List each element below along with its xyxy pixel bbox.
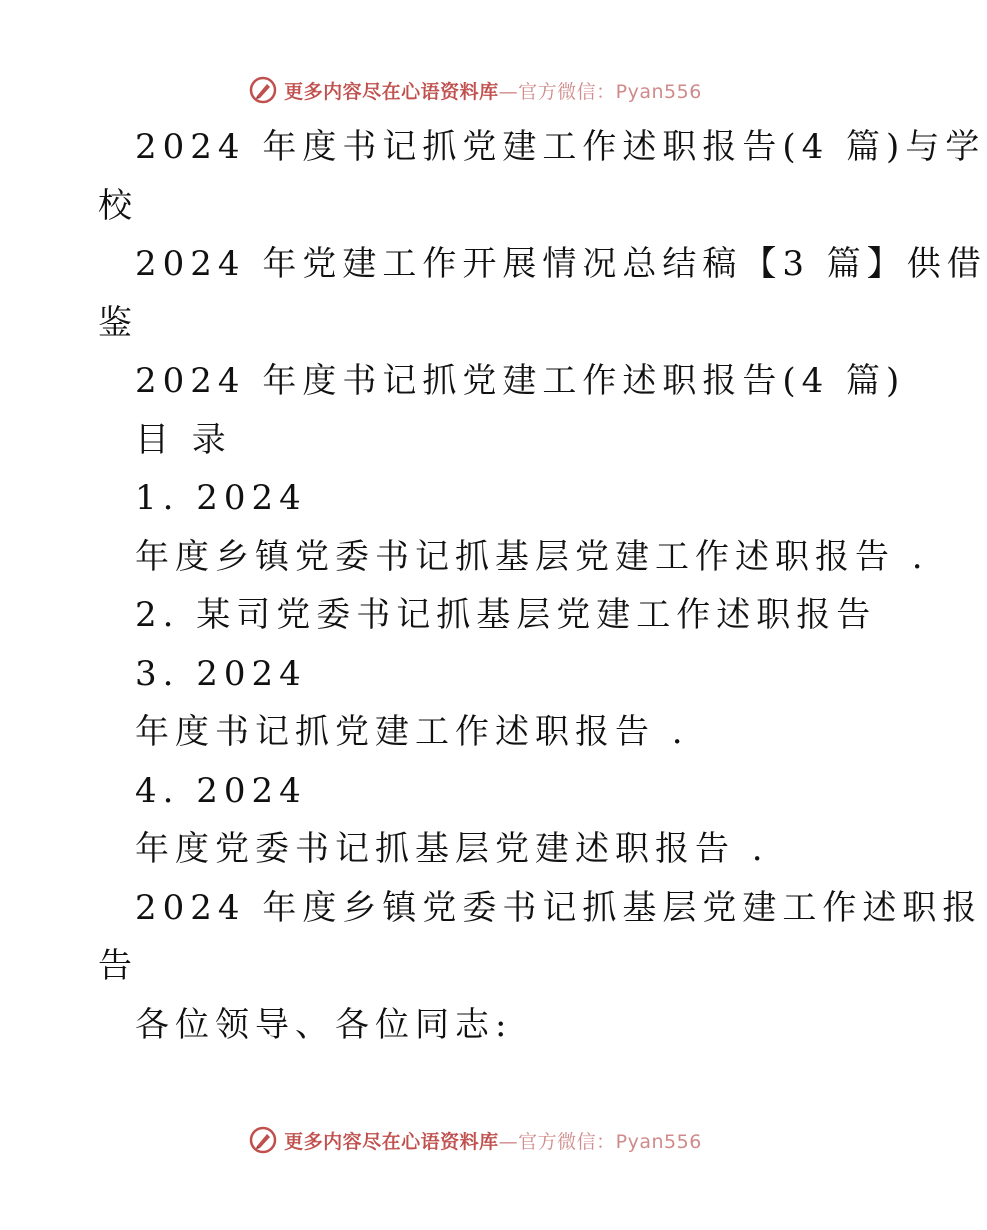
header-site-text: 更多内容尽在心语资料库 [284, 80, 499, 103]
document-line: 2024 年度书记抓党建工作述职报告(4 篇)与学 [135, 127, 986, 167]
document-line: 年度党委书记抓基层党建述职报告 . [135, 829, 769, 869]
footer-site-text: 更多内容尽在心语资料库 [284, 1130, 499, 1153]
header-dash: — [498, 80, 519, 103]
document-line: 目 录 [135, 419, 232, 460]
header-contact-text: 官方微信：Pyan556 [518, 80, 702, 103]
document-line: 各位领导、各位同志: [135, 1004, 513, 1045]
header-banner-text [284, 77, 702, 104]
pen-logo-icon [248, 75, 278, 105]
footer-banner-text [284, 1127, 702, 1154]
footer-contact-text: 官方微信：Pyan556 [518, 1130, 702, 1153]
document-line: 告 [98, 946, 138, 986]
document-line: 2. 某司党委书记抓基层党建工作述职报告 [135, 595, 877, 635]
footer-dash: — [498, 1130, 519, 1153]
document-line: 1. 2024 [135, 478, 307, 518]
pen-logo-icon [248, 1125, 278, 1155]
document-line: 2024 年党建工作开展情况总结稿【3 篇】供借 [135, 244, 987, 284]
document-line: 4. 2024 [135, 770, 307, 811]
header-banner [0, 70, 950, 110]
document-line: 鉴 [98, 302, 138, 343]
document-line: 年度乡镇党委书记抓基层党建工作述职报告 . [135, 536, 929, 577]
document-line: 2024 年度乡镇党委书记抓基层党建工作述职报 [135, 887, 983, 928]
document-line: 3. 2024 [135, 653, 307, 694]
footer-banner [0, 1120, 950, 1160]
document-line: 校 [98, 185, 138, 226]
document-line: 2024 年度书记抓党建工作述职报告(4 篇) [135, 361, 906, 401]
document-line: 年度书记抓党建工作述职报告 . [135, 712, 689, 752]
document-body [98, 118, 987, 1054]
